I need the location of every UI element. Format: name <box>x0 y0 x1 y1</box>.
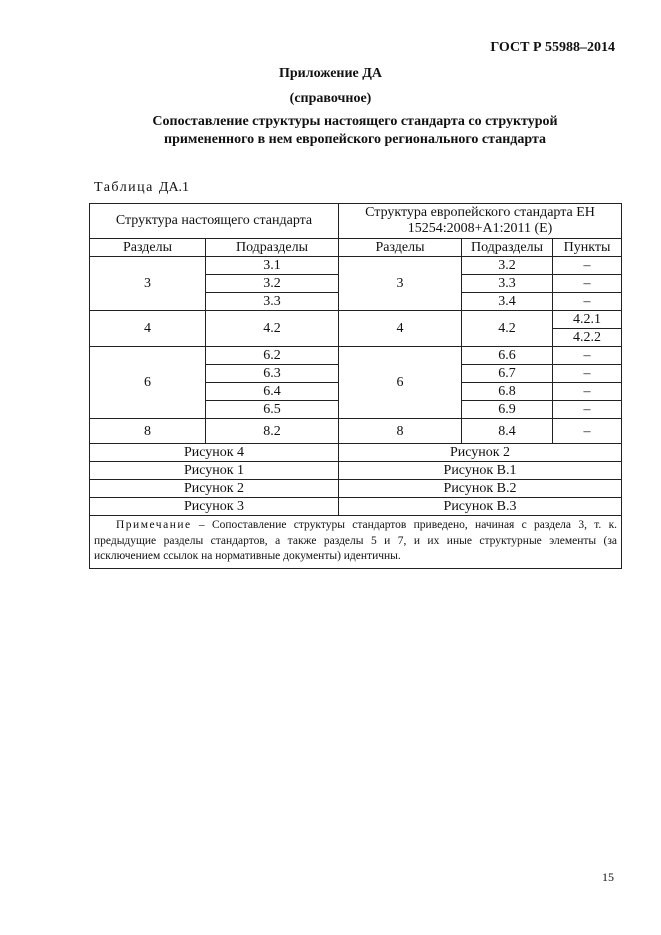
section-cell: 4 <box>90 311 206 347</box>
eu-section-cell: 6 <box>339 347 462 419</box>
document-code: ГОСТ Р 55988–2014 <box>490 40 615 55</box>
subsection-cell: 3.1 <box>206 257 339 275</box>
subsection-cell: 6.5 <box>206 401 339 419</box>
appendix-type: (справочное) <box>289 91 372 106</box>
note-label: Примечание <box>116 519 192 531</box>
eu-section-cell: 4 <box>339 311 462 347</box>
header-sections: Разделы <box>90 239 206 257</box>
eu-subsection-cell: 6.8 <box>462 383 553 401</box>
section-cell: 6 <box>90 347 206 419</box>
eu-subsection-cell: 3.2 <box>462 257 553 275</box>
table-caption <box>94 180 189 196</box>
header-european-structure: Структура европейского стандарта ЕН 15254:2008+А1:2011 (Е) <box>339 204 622 239</box>
figure-european-cell: Рисунок В.3 <box>339 498 622 516</box>
figure-current-cell: Рисунок 2 <box>90 480 339 498</box>
comparison-table <box>89 203 622 569</box>
note-text: – Сопоставление структуры стандартов приведено, начиная с раздела 3, т. к. предыдущие разделы стандартов, а также разделы 5 и 7, и их иные структурные элементы (за исключением ссылок на нормативные документы) идентичны. <box>94 519 618 562</box>
eu-subsection-cell: 6.9 <box>462 401 553 419</box>
figure-european-cell: Рисунок В.2 <box>339 480 622 498</box>
section-cell: 3 <box>90 257 206 311</box>
subsection-cell: 6.3 <box>206 365 339 383</box>
eu-subsection-cell: 6.6 <box>462 347 553 365</box>
header-eu-sections: Разделы <box>339 239 462 257</box>
eu-section-cell: 3 <box>339 257 462 311</box>
point-cell: 4.2.2 <box>553 329 622 347</box>
subsection-cell: 6.4 <box>206 383 339 401</box>
header-subsections: Подразделы <box>206 239 339 257</box>
point-cell: – <box>553 347 622 365</box>
section-cell: 8 <box>90 419 206 444</box>
appendix-heading <box>110 113 600 149</box>
figure-current-cell: Рисунок 3 <box>90 498 339 516</box>
eu-subsection-cell: 3.3 <box>462 275 553 293</box>
eu-subsection-cell: 6.7 <box>462 365 553 383</box>
point-cell: – <box>553 419 622 444</box>
point-cell: – <box>553 275 622 293</box>
subsection-cell: 4.2 <box>206 311 339 347</box>
eu-subsection-cell: 8.4 <box>462 419 553 444</box>
heading-line-2: примененного в нем европейского регионального стандарта <box>164 132 546 147</box>
figure-current-cell: Рисунок 4 <box>90 444 339 462</box>
header-current-structure: Структура настоящего стандарта <box>90 204 339 239</box>
subsection-cell: 6.2 <box>206 347 339 365</box>
figure-current-cell: Рисунок 1 <box>90 462 339 480</box>
point-cell: – <box>553 383 622 401</box>
subsection-cell: 8.2 <box>206 419 339 444</box>
eu-subsection-cell: 3.4 <box>462 293 553 311</box>
appendix-title: Приложение ДА <box>278 66 383 81</box>
point-cell: – <box>553 365 622 383</box>
figure-european-cell: Рисунок В.1 <box>339 462 622 480</box>
subsection-cell: 3.3 <box>206 293 339 311</box>
point-cell: – <box>553 293 622 311</box>
table-caption-word: Таблица <box>94 180 154 195</box>
page-number: 15 <box>602 870 614 884</box>
table-note <box>90 516 622 569</box>
subsection-cell: 3.2 <box>206 275 339 293</box>
eu-section-cell: 8 <box>339 419 462 444</box>
header-eu-subsections: Подразделы <box>462 239 553 257</box>
table-caption-number: ДА.1 <box>158 180 190 195</box>
eu-subsection-cell: 4.2 <box>462 311 553 347</box>
heading-line-1: Сопоставление структуры настоящего стандарта со структурой <box>152 114 558 129</box>
figure-european-cell: Рисунок 2 <box>339 444 622 462</box>
point-cell: 4.2.1 <box>553 311 622 329</box>
point-cell: – <box>553 401 622 419</box>
header-points: Пункты <box>553 239 622 257</box>
point-cell: – <box>553 257 622 275</box>
